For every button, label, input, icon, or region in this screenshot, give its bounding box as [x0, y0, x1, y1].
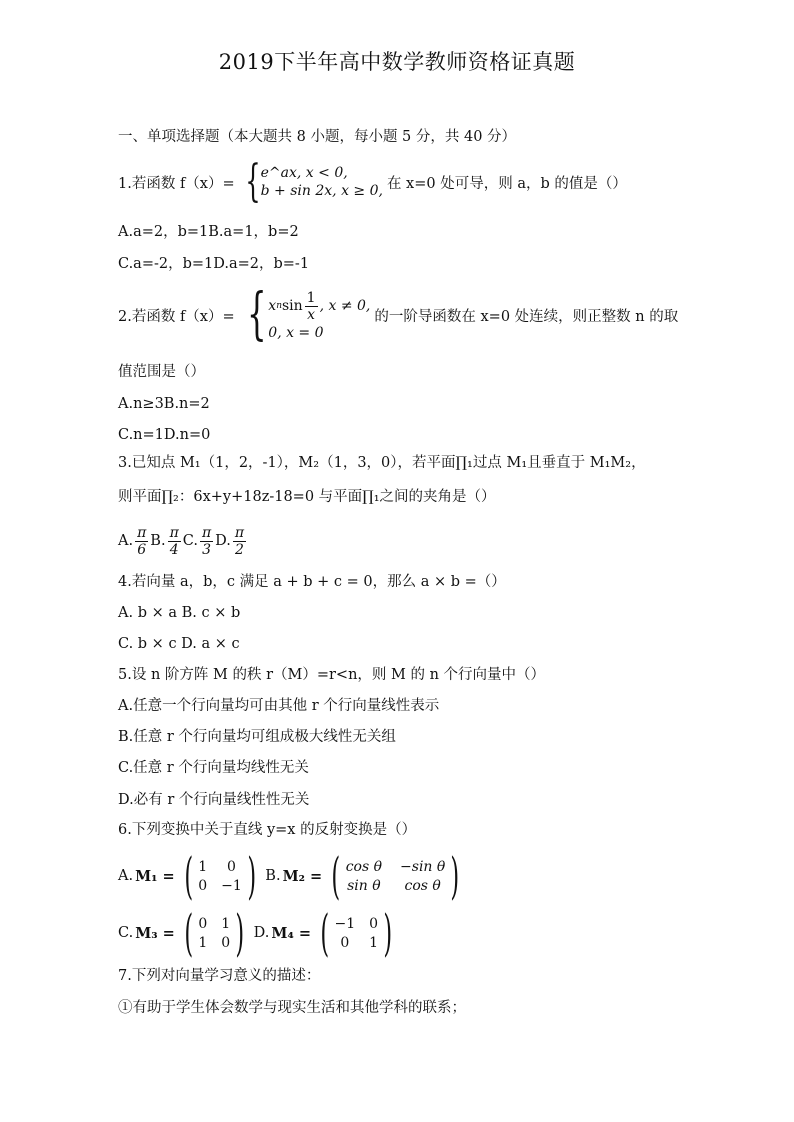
- section-heading: 一、单项选择题（本大题共 8 小题，每小题 5 分，共 40 分）: [118, 129, 517, 145]
- matrix-cell: 0: [227, 858, 236, 875]
- q6-matrix-b-name: M₂ =: [282, 867, 323, 885]
- q1-suffix: 在 x=0 处可导，则 a，b 的值是（）: [386, 175, 627, 192]
- frac-num: 1: [306, 289, 316, 306]
- q3-opt-a-label: A.: [118, 533, 134, 549]
- q6-options-cd: [118, 904, 402, 962]
- q3-line2: 则平面∏₂：6x+y+18z-18=0 与平面∏₁之间的夹角是（）: [118, 489, 496, 505]
- question-2: [118, 284, 678, 346]
- matrix-cell: 0: [198, 877, 208, 894]
- q3-opt-d-frac: [233, 525, 246, 558]
- q3-options: [118, 520, 248, 562]
- q2-prefix: 2.若函数 f（x）=: [118, 308, 235, 325]
- frac-num: π: [169, 524, 179, 541]
- q3-opt-a-frac: [135, 525, 148, 558]
- frac-num: π: [137, 524, 147, 541]
- q6-matrix-a: [179, 847, 262, 905]
- q6-matrix-c-name: M₃ =: [135, 924, 175, 942]
- q3-opt-b-frac: [168, 525, 181, 558]
- matrix-cell: −1: [221, 877, 242, 894]
- q4-options-cd: C. b × c D. a × c: [118, 636, 240, 652]
- brace-symbol: {: [244, 156, 261, 207]
- q3-opt-c-label: C.: [182, 533, 198, 549]
- q6-opt-d-label: D.: [253, 925, 270, 941]
- q5-option-d: D.必有 r 个行向量线性性无关: [118, 792, 310, 808]
- q5-option-a: A.任意一个行向量均可由其他 r 个行向量线性表示: [118, 698, 440, 714]
- frac-den: 2: [235, 541, 244, 558]
- q1-case1: e^ax, x < 0,: [260, 165, 348, 181]
- q3-line1: 3.已知点 M₁（1，2，-1），M₂（1，3，0），若平面∏₁过点 M₁且垂直于 M₁M₂，: [118, 455, 646, 471]
- q6-matrix-d: [315, 904, 398, 962]
- q6-opt-a-label: A.: [118, 868, 134, 884]
- brace-symbol: {: [246, 282, 267, 347]
- q2-options-ab: A.n≥3B.n=2: [118, 396, 210, 412]
- right-paren: ): [450, 847, 460, 905]
- left-paren: (: [320, 904, 330, 962]
- q5-option-b: B.任意 r 个行向量均可组成极大线性无关组: [118, 729, 396, 745]
- q3-opt-b-label: B.: [150, 533, 166, 549]
- frac-den: x: [307, 306, 316, 323]
- matrix-cell: 1: [198, 858, 208, 875]
- matrix-cell: cos θ: [345, 858, 383, 875]
- q6-options-ab: [118, 847, 469, 905]
- right-paren: ): [235, 904, 245, 962]
- q3-opt-d-label: D.: [215, 533, 231, 549]
- q1-prefix: 1.若函数 f（x）=: [118, 175, 235, 192]
- q2-suffix: 的一阶导函数在 x=0 处连续，则正整数 n 的取: [374, 308, 679, 325]
- matrix-cell: 1: [369, 934, 379, 951]
- q1-options-ab: A.a=2，b=1B.a=1，b=2: [118, 224, 299, 240]
- q4-stem: 4.若向量 a，b，c 满足 a + b + c = 0，那么 a × b =（）: [118, 574, 506, 590]
- frac-den: 6: [137, 541, 147, 558]
- q1-case2: b + sin 2x, x ≥ 0,: [260, 183, 383, 199]
- left-paren: (: [184, 847, 193, 905]
- q2-case1-frac: [305, 290, 318, 323]
- q1-piecewise: [239, 156, 383, 207]
- matrix-cell: 0: [369, 915, 379, 932]
- matrix-cell: −sin θ: [400, 858, 446, 875]
- left-paren: (: [331, 847, 341, 905]
- q2-piecewise: [239, 282, 371, 347]
- matrix-cell: 0: [221, 934, 231, 951]
- right-paren: ): [247, 847, 256, 905]
- q7-item-1: ①有助于学生体会数学与现实生活和其他学科的联系；: [118, 1000, 466, 1016]
- q6-matrix-d-name: M₄ =: [271, 924, 311, 942]
- q6-stem: 6.下列变换中关于直线 y=x 的反射变换是（）: [118, 822, 417, 838]
- matrix-cell: −1: [334, 915, 356, 932]
- q3-opt-c-frac: [200, 525, 213, 558]
- q6-matrix-b: [326, 847, 465, 905]
- matrix-cell: cos θ: [404, 877, 441, 894]
- q7-stem: 7.下列对向量学习意义的描述：: [118, 968, 321, 984]
- q4-options-ab: A. b × a B. c × b: [118, 605, 241, 621]
- q5-stem: 5.设 n 阶方阵 M 的秩 r（M）=r<n，则 M 的 n 个行向量中（）: [118, 667, 546, 683]
- right-paren: ): [383, 904, 393, 962]
- q6-matrix-c: [179, 904, 250, 962]
- frac-den: 4: [169, 541, 179, 558]
- matrix-cell: 0: [198, 915, 208, 932]
- frac-den: 3: [202, 541, 212, 558]
- left-paren: (: [184, 904, 193, 962]
- q5-option-c: C.任意 r 个行向量均线性无关: [118, 760, 309, 776]
- page-title: 2019下半年高中数学教师资格证真题: [218, 50, 576, 74]
- q2-case1-exp: n: [276, 301, 282, 311]
- matrix-cell: sin θ: [347, 877, 381, 894]
- frac-num: π: [234, 524, 245, 541]
- q1-options-cd: C.a=-2，b=1D.a=2，b=-1: [118, 256, 310, 272]
- q2-options-cd: C.n=1D.n=0: [118, 427, 211, 443]
- q2-continuation: 值范围是（）: [118, 364, 205, 380]
- q6-opt-c-label: C.: [118, 925, 134, 941]
- matrix-cell: 0: [340, 934, 350, 951]
- question-1: [118, 156, 627, 208]
- matrix-cell: 1: [198, 934, 208, 951]
- q2-case2: 0, x = 0: [268, 324, 324, 341]
- matrix-cell: 1: [221, 915, 231, 932]
- q2-case1-x: x: [268, 298, 277, 314]
- q2-case1-sin: sin: [281, 298, 303, 314]
- q6-matrix-a-name: M₁ =: [135, 867, 175, 885]
- frac-num: π: [201, 524, 212, 541]
- q2-case1-cond: , x ≠ 0,: [319, 298, 371, 314]
- q6-opt-b-label: B.: [265, 868, 281, 884]
